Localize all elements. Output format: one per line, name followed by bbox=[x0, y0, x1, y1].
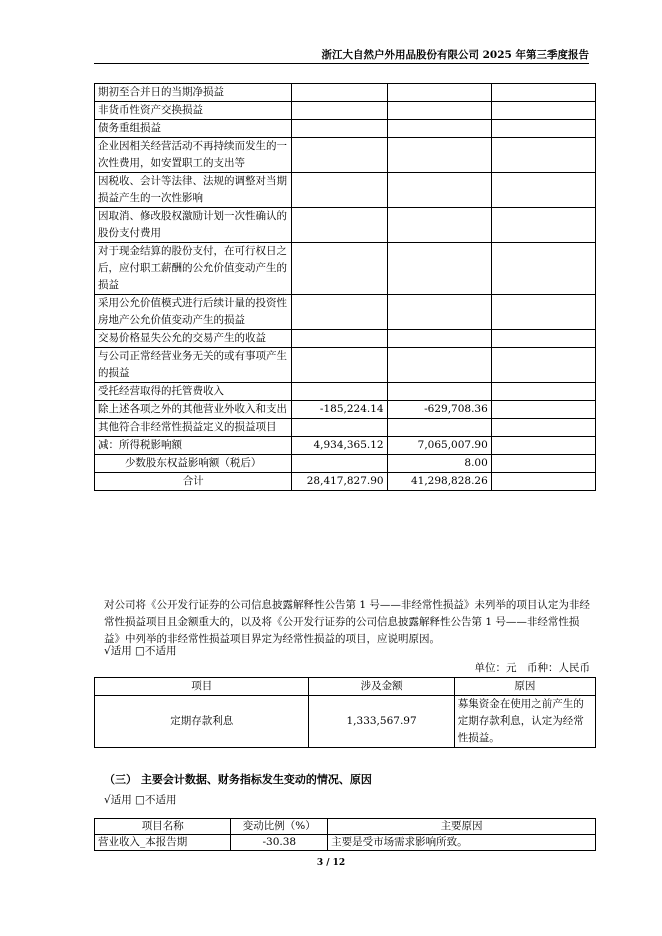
row-value-ytd bbox=[387, 84, 491, 102]
row-value-ytd: 41,298,828.26 bbox=[387, 473, 491, 491]
header-item: 项目 bbox=[95, 678, 309, 696]
row-item-label: 因取消、修改股权激励计划一次性确认的股份支付费用 bbox=[95, 208, 292, 243]
row-item-label: 企业因相关经营活动不再持续而发生的一次性费用，如安置职工的支出等 bbox=[95, 138, 292, 173]
row-value-ytd bbox=[387, 330, 491, 348]
reclassified-items-table bbox=[94, 677, 596, 748]
table-row bbox=[95, 455, 596, 473]
row-value-ytd bbox=[387, 419, 491, 437]
header-item-name: 项目名称 bbox=[95, 819, 231, 835]
row-note bbox=[491, 437, 595, 455]
table-row bbox=[95, 138, 596, 173]
applicable-checkbox-1: √适用 □不适用 bbox=[104, 645, 177, 657]
row-item-label: 除上述各项之外的其他营业外收入和支出 bbox=[95, 401, 292, 419]
row-value-current bbox=[292, 419, 387, 437]
header-rule bbox=[94, 63, 589, 64]
row-item-label: 对于现金结算的股份支付，在可行权日之后，应付职工薪酬的公允价值变动产生的损益 bbox=[95, 243, 292, 295]
header-reason: 原因 bbox=[454, 678, 595, 696]
row-item-label: 因税收、会计等法律、法规的调整对当期损益产生的一次性影响 bbox=[95, 173, 292, 208]
header-main-reason: 主要原因 bbox=[328, 819, 596, 835]
row-reason: 募集资金在使用之前产生的定期存款利息，认定为经常性损益。 bbox=[454, 696, 595, 748]
row-value-ytd bbox=[387, 348, 491, 383]
row-note bbox=[491, 138, 595, 173]
row-item-label: 期初至合并日的当期净损益 bbox=[95, 84, 292, 102]
table-row bbox=[95, 84, 596, 102]
row-note bbox=[491, 84, 595, 102]
row-value-current: 4,934,365.12 bbox=[292, 437, 387, 455]
row-item-label: 受托经营取得的托管费收入 bbox=[95, 383, 292, 401]
changes-table bbox=[94, 818, 596, 851]
row-item-label: 少数股东权益影响额（税后） bbox=[95, 455, 292, 473]
row-note bbox=[491, 401, 595, 419]
row-value-current bbox=[292, 243, 387, 295]
row-value-ytd bbox=[387, 383, 491, 401]
table-row bbox=[95, 208, 596, 243]
report-header: 浙江大自然户外用品股份有限公司 2025 年第三季度报告 bbox=[321, 49, 589, 61]
table-row bbox=[95, 295, 596, 330]
table-row bbox=[95, 102, 596, 120]
applicable-checkbox-2: √适用 □不适用 bbox=[104, 794, 177, 806]
section-3-title: （三） 主要会计数据、财务指标发生变动的情况、原因 bbox=[104, 773, 372, 786]
row-item: 定期存款利息 bbox=[95, 696, 309, 748]
row-item-label: 债务重组损益 bbox=[95, 120, 292, 138]
row-value-current bbox=[292, 208, 387, 243]
row-value-ytd bbox=[387, 102, 491, 120]
row-amount: 1,333,567.97 bbox=[309, 696, 454, 748]
non-recurring-items-table bbox=[94, 83, 596, 491]
row-value-ytd: -629,708.36 bbox=[387, 401, 491, 419]
row-value-ytd: 7,065,007.90 bbox=[387, 437, 491, 455]
table-row bbox=[95, 437, 596, 455]
row-value-ytd bbox=[387, 138, 491, 173]
row-note bbox=[491, 419, 595, 437]
row-note bbox=[491, 383, 595, 401]
row-item-label: 交易价格显失公允的交易产生的收益 bbox=[95, 330, 292, 348]
row-note bbox=[491, 208, 595, 243]
row-value-current bbox=[292, 120, 387, 138]
table-row bbox=[95, 383, 596, 401]
row-note bbox=[491, 102, 595, 120]
row-item-label: 与公司正常经营业务无关的或有事项产生的损益 bbox=[95, 348, 292, 383]
row-value-ytd bbox=[387, 208, 491, 243]
row-value-ytd: 8.00 bbox=[387, 455, 491, 473]
row-value-current bbox=[292, 173, 387, 208]
row-item-label: 采用公允价值模式进行后续计量的投资性房地产公允价值变动产生的损益 bbox=[95, 295, 292, 330]
table-row bbox=[95, 243, 596, 295]
table-row bbox=[95, 348, 596, 383]
row-note bbox=[491, 455, 595, 473]
table-row bbox=[95, 835, 596, 851]
header-change-ratio: 变动比例（%） bbox=[231, 819, 328, 835]
row-item-label: 减：所得税影响额 bbox=[95, 437, 292, 455]
row-value-current bbox=[292, 138, 387, 173]
table-row bbox=[95, 401, 596, 419]
row-value-ytd bbox=[387, 120, 491, 138]
row-item-name: 营业收入_本报告期 bbox=[95, 835, 231, 851]
row-item-label: 合计 bbox=[95, 473, 292, 491]
table-header-row bbox=[95, 678, 596, 696]
table-row bbox=[95, 173, 596, 208]
table-row bbox=[95, 330, 596, 348]
table-row bbox=[95, 419, 596, 437]
row-item-label: 其他符合非经常性损益定义的损益项目 bbox=[95, 419, 292, 437]
row-value-current: 28,417,827.90 bbox=[292, 473, 387, 491]
row-value-current bbox=[292, 383, 387, 401]
row-change-ratio: -30.38 bbox=[231, 835, 328, 851]
row-value-ytd bbox=[387, 173, 491, 208]
row-note bbox=[491, 120, 595, 138]
row-note bbox=[491, 295, 595, 330]
page-number: 3 / 12 bbox=[316, 858, 346, 868]
row-value-current: -185,224.14 bbox=[292, 401, 387, 419]
table-header-row bbox=[95, 819, 596, 835]
row-value-current bbox=[292, 330, 387, 348]
row-value-current bbox=[292, 455, 387, 473]
row-note bbox=[491, 330, 595, 348]
table-row bbox=[95, 696, 596, 748]
row-value-ytd bbox=[387, 243, 491, 295]
row-value-current bbox=[292, 348, 387, 383]
table-row bbox=[95, 120, 596, 138]
row-note bbox=[491, 348, 595, 383]
table-row bbox=[95, 473, 596, 491]
header-amount: 涉及金额 bbox=[309, 678, 454, 696]
row-value-ytd bbox=[387, 295, 491, 330]
row-item-label: 非货币性资产交换损益 bbox=[95, 102, 292, 120]
row-note bbox=[491, 243, 595, 295]
row-value-current bbox=[292, 84, 387, 102]
row-value-current bbox=[292, 102, 387, 120]
row-value-current bbox=[292, 295, 387, 330]
unit-currency-line: 单位：元 币种：人民币 bbox=[474, 662, 590, 674]
row-note bbox=[491, 473, 595, 491]
row-note bbox=[491, 173, 595, 208]
explanation-paragraph: 对公司将《公开发行证券的公司信息披露解释性公告第 1 号——非经常性损益》未列举的项目认定为非经常性损益项目且金额重大的，以及将《公开发行证券的公司信息披露解释性公告第 1 号——非经常性损益》中列举的非经常性损益项目界定为经常性损益的项目，应说明原因。 bbox=[104, 599, 590, 645]
row-main-reason: 主要是受市场需求影响所致。 bbox=[328, 835, 596, 851]
